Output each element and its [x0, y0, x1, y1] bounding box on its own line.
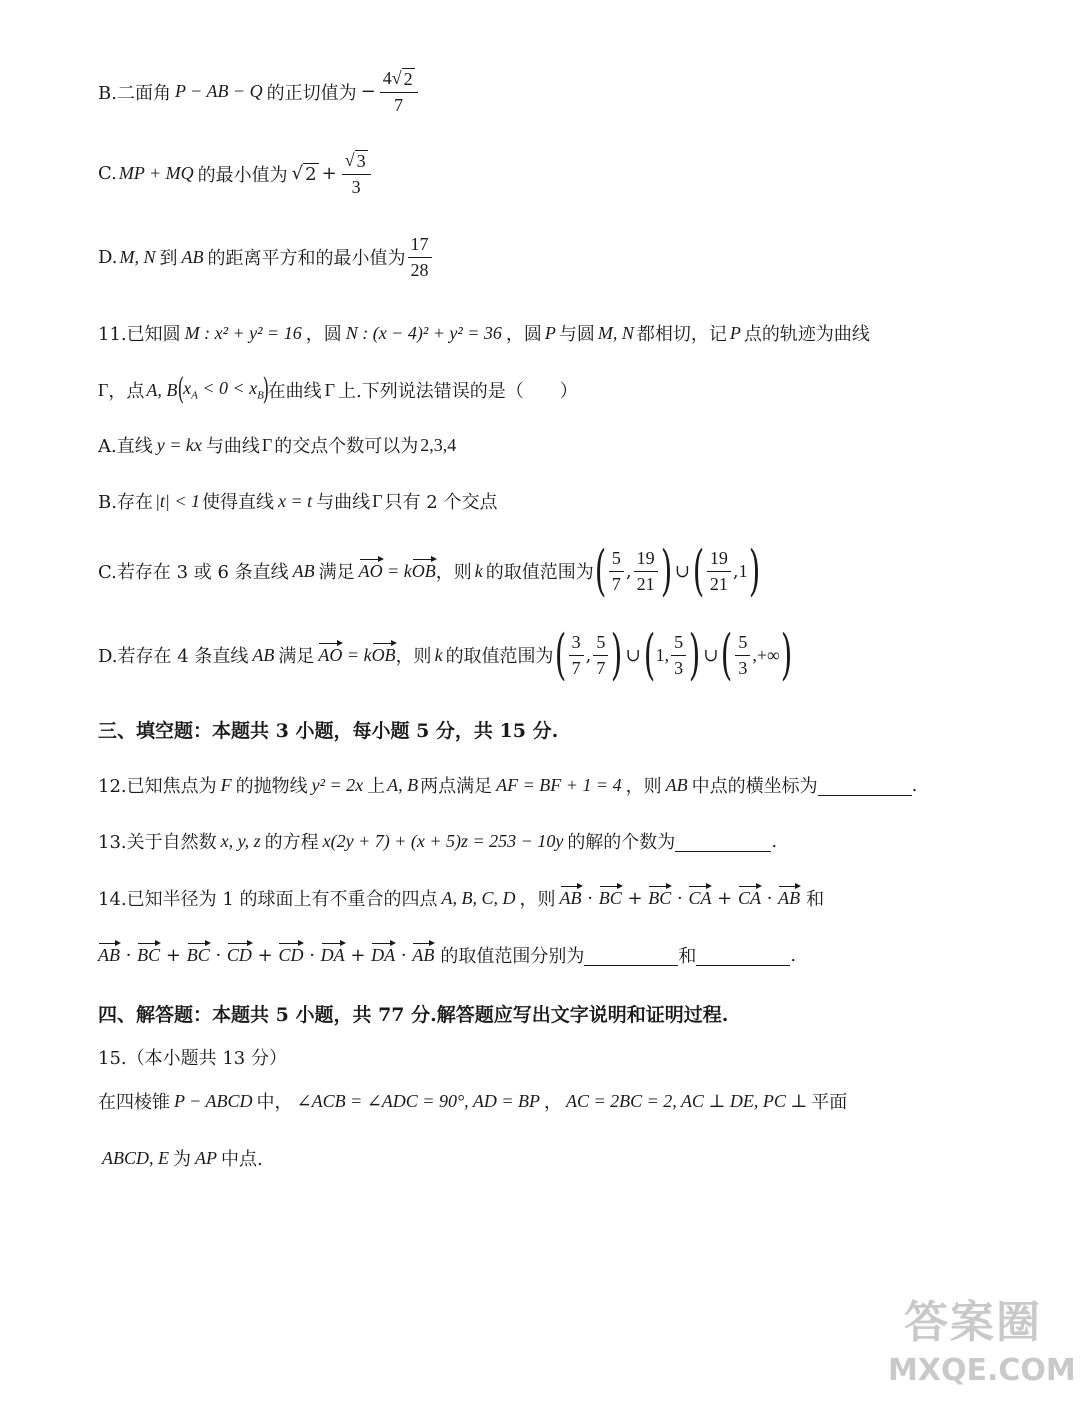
math-expression: AB [665, 774, 688, 795]
fraction-numerator: 5 [671, 632, 686, 656]
fraction-numerator: 5 [735, 632, 750, 656]
right-paren: ) [688, 623, 701, 686]
fraction [609, 548, 624, 594]
left-paren: ( [643, 623, 655, 686]
right-paren: ) [660, 539, 672, 602]
stem-text: ， [543, 1092, 562, 1113]
fraction [569, 632, 584, 678]
watermark-url-text: MXQE.COM [888, 1353, 1076, 1388]
answer-blank[interactable] [584, 945, 678, 966]
vector-equation [359, 561, 436, 582]
math-expression: y = kx [156, 434, 202, 455]
fraction [408, 234, 432, 280]
vector-sum-expression: AB · BC + BC · CD + CD · DA + DA · AB [98, 944, 435, 966]
fraction-numerator: 3 [569, 632, 584, 656]
q11-option-c [98, 539, 761, 602]
watermark-top-text: 答案圈 [904, 1297, 1042, 1348]
math-expression: M : x² + y² = 16 [184, 322, 302, 343]
math-sign: − [360, 81, 376, 103]
right-paren: ) [262, 372, 269, 407]
fraction-denominator: 7 [596, 657, 606, 678]
vector: CA [737, 887, 761, 908]
stem-text: 中点的横坐标为 [691, 776, 818, 797]
option-c-q10 [98, 150, 373, 197]
math-var: x [183, 378, 192, 399]
math-expression: AB [292, 560, 315, 581]
union-symbol: ∪ [625, 644, 641, 666]
fraction-denominator: 3 [351, 176, 361, 197]
math-sign: + [321, 163, 337, 185]
option-text: 只有 2 个交点 [384, 492, 498, 513]
math-expression: k [474, 560, 483, 581]
math-expression: ABCD, E [102, 1147, 169, 1168]
comma: , [732, 560, 739, 582]
math-expression: Γ [98, 379, 109, 400]
section-heading-fill-in: 三、填空题：本题共 3 小题，每小题 5 分，共 15 分. [98, 720, 559, 742]
fraction-denominator: 21 [636, 573, 655, 594]
math-expression: Γ [324, 379, 336, 400]
left-paren: ( [692, 539, 705, 602]
q15-line-2 [98, 1145, 263, 1171]
q11-stem-line-1 [98, 320, 870, 346]
fraction-denominator: 3 [674, 657, 684, 678]
stem-text: ，点 [108, 381, 145, 402]
math-expression: P − AB − Q [174, 81, 263, 102]
right-paren: ) [748, 539, 760, 602]
stem-text: ，则 [625, 776, 662, 797]
option-text: A.直线 [98, 436, 153, 457]
math-var: < 0 < x [197, 378, 258, 399]
vector: BC [598, 887, 622, 908]
fraction-denominator: 7 [394, 94, 404, 115]
math-expression: F [220, 774, 232, 795]
right-paren: ) [611, 623, 623, 686]
sqrt-radicand: 2 [403, 69, 413, 89]
option-text: 与曲线 [205, 436, 260, 457]
sqrt-symbol: √ 3 [344, 150, 366, 171]
vector: CD [278, 944, 304, 965]
math-expression: = k [342, 644, 372, 665]
answer-blank[interactable] [696, 945, 790, 966]
option-text: ，则 [435, 562, 472, 583]
stem-text: 两点满足 [420, 776, 493, 797]
vector: DA [371, 944, 396, 965]
math-expression: AP [195, 1147, 217, 1168]
option-text: 与曲线 [316, 492, 371, 513]
sqrt-symbol: √ 2 [391, 68, 413, 89]
option-b-q10 [98, 68, 420, 115]
sqrt-radicand: 2 [305, 163, 317, 185]
stem-text: . [911, 774, 918, 796]
stem-text: . [771, 830, 778, 852]
stem-text: 和 [678, 946, 697, 967]
q11-option-b [98, 488, 497, 514]
vector-equation [318, 645, 395, 666]
section-heading-solutions: 四、解答题：本题共 5 小题，共 77 分.解答题应写出文字说明和证明过程. [98, 1004, 729, 1026]
math-expression: A, B [387, 774, 419, 795]
fraction-numerator: 5 [609, 548, 624, 572]
stem-text: 都相切，记 [636, 324, 727, 345]
vector: BC [137, 944, 161, 965]
fraction-denominator: 7 [571, 657, 581, 678]
option-text: 的正切值为 [266, 82, 357, 104]
fraction-numerator: 19 [707, 548, 731, 572]
option-text: 满足 [278, 646, 315, 667]
vector: AB [559, 887, 582, 908]
math-expression: AB [252, 644, 275, 665]
left-paren: ( [721, 623, 733, 686]
option-text: C.若存在 3 或 6 条直线 [98, 562, 289, 583]
vector: CD [226, 944, 252, 965]
math-expression: ,+∞ [752, 644, 780, 665]
math-expression: x = t [278, 490, 313, 511]
vector: CA [688, 887, 712, 908]
stem-text: 的方程 [264, 832, 319, 853]
union-symbol: ∪ [703, 644, 719, 666]
fraction [380, 68, 418, 115]
option-text: 的取值范围为 [445, 646, 554, 667]
stem-text: 的抛物线 [235, 776, 308, 797]
stem-text: 上 [367, 776, 386, 797]
fraction [735, 632, 750, 678]
math-expression: |t| < 1 [154, 490, 200, 511]
left-paren: ( [178, 372, 185, 407]
answer-blank[interactable] [675, 831, 771, 852]
option-text: 的最小值为 [197, 164, 288, 186]
vector: AB [98, 944, 120, 965]
option-text: 的交点个数可以为 [274, 436, 419, 457]
fraction-denominator: 7 [611, 573, 621, 594]
comma: , [625, 560, 632, 582]
watermark-logo [888, 1293, 1076, 1403]
right-paren: ) [780, 623, 793, 686]
math-expression: M, N [597, 322, 634, 343]
math-expression: AB [181, 246, 204, 267]
option-text: 满足 [318, 562, 355, 583]
vector: OB [371, 644, 396, 665]
sqrt-symbol: √ 2 [291, 162, 317, 185]
q12-text [98, 772, 917, 798]
option-text: C. [98, 163, 117, 185]
math-expression: ∠ACB = ∠ADC = 90°, AD = BP [296, 1090, 540, 1111]
math-expression: M, N [119, 246, 156, 267]
option-text: 的取值范围为 [485, 562, 594, 583]
math-expression: 1 [738, 560, 748, 581]
math-expression: Γ [372, 490, 383, 511]
stem-text: ，圆 [305, 324, 342, 345]
left-paren: ( [594, 539, 607, 602]
stem-text: 的解的个数为 [567, 832, 676, 853]
math-expression: x(2y + 7) + (x + 5)z = 253 − 10y [322, 830, 564, 851]
vector: BC [186, 944, 210, 965]
q14-line-2 [98, 942, 796, 968]
stem-text: ，则 [519, 889, 556, 910]
vector: AB [412, 944, 435, 965]
stem-text: 平面 [811, 1092, 848, 1113]
answer-blank[interactable] [818, 775, 912, 796]
stem-text: 在四棱锥 [98, 1092, 170, 1113]
vector: OB [411, 560, 436, 581]
stem-text: 11.已知圆 [98, 324, 181, 345]
stem-text: 13.关于自然数 [98, 832, 217, 853]
vector-sum-expression: AB · BC + BC · CA + CA · AB [559, 887, 801, 909]
math-expression: AC = 2BC = 2, AC ⊥ DE, PC ⊥ [565, 1090, 808, 1111]
stem-text: 与圆 [558, 324, 595, 345]
math-expression: P − ABCD [174, 1090, 253, 1111]
vector: BC [648, 887, 672, 908]
fraction [593, 632, 608, 678]
q15-line-1 [98, 1088, 847, 1114]
q11-option-d [98, 623, 793, 686]
stem-text: . [790, 944, 797, 966]
math-expression: P [544, 322, 556, 343]
stem-text: 的取值范围分别为 [440, 946, 585, 967]
union-symbol: ∪ [674, 560, 690, 582]
subscript: B [257, 389, 264, 402]
left-paren: ( [554, 623, 566, 686]
math-expression: N : (x − 4)² + y² = 36 [345, 322, 502, 343]
stem-text: 点的轨迹为曲线 [743, 324, 870, 345]
option-text: ，则 [395, 646, 432, 667]
math-expression: P [729, 322, 741, 343]
math-expression: 1, [655, 644, 670, 665]
fraction-numerator: 5 [593, 632, 608, 656]
math-expression: MP + MQ [118, 163, 194, 184]
math-expression [183, 378, 264, 402]
fraction-denominator: 28 [410, 259, 429, 280]
fraction-numerator: 19 [634, 548, 658, 572]
stem-text: 14.已知半径为 1 的球面上有不重合的四点 [98, 889, 438, 910]
math-expression: k [434, 644, 443, 665]
option-d-q10 [98, 234, 434, 280]
stem-text: 上.下列说法错误的是（ ） [338, 381, 578, 402]
stem-text: 在曲线 [267, 381, 322, 402]
fraction-denominator: 21 [709, 573, 728, 594]
vector: AO [318, 644, 343, 665]
q15-header: 15.（本小题共 13 分） [98, 1048, 287, 1069]
math-expression: x, y, z [220, 830, 261, 851]
sqrt-radicand: 3 [356, 151, 366, 171]
stem-text: 中， [256, 1092, 293, 1113]
option-text: 使得直线 [202, 492, 274, 513]
math-expression: A, B [146, 379, 178, 400]
fraction [342, 150, 371, 197]
option-text: D. [98, 246, 118, 268]
option-text: 的距离平方和的最小值为 [207, 248, 406, 270]
option-text: B.存在 [98, 492, 153, 513]
q11-stem-line-2 [98, 372, 578, 407]
q11-option-a [98, 432, 456, 458]
math-expression: y² = 2x [311, 774, 364, 795]
vector: AB [778, 887, 801, 908]
math-expression: A, B, C, D [441, 887, 516, 908]
subscript: A [191, 389, 198, 402]
fraction [707, 548, 731, 594]
stem-text: ，圆 [505, 324, 542, 345]
fraction [671, 632, 686, 678]
math-expression: AF = BF + 1 = 4 [496, 774, 622, 795]
math-expression: 2,3,4 [420, 434, 457, 455]
math-expression: Γ [261, 434, 273, 455]
fraction [634, 548, 658, 594]
stem-text: 中点. [221, 1149, 263, 1170]
stem-text: 和 [806, 889, 825, 910]
fraction-numerator: 4 [382, 68, 392, 88]
fraction-denominator: 3 [738, 657, 748, 678]
q13-text [98, 828, 777, 854]
q14-line-1 [98, 885, 824, 911]
comma: , [585, 644, 592, 666]
vector: DA [320, 944, 345, 965]
math-expression: = k [382, 560, 412, 581]
fraction-numerator: 17 [408, 234, 432, 258]
option-text: B.二面角 [98, 82, 171, 104]
vector: AO [358, 560, 383, 581]
stem-text: 为 [173, 1149, 191, 1170]
option-text: 到 [159, 248, 178, 270]
stem-text: 12.已知焦点为 [98, 776, 217, 797]
option-text: D.若存在 4 条直线 [98, 646, 249, 667]
